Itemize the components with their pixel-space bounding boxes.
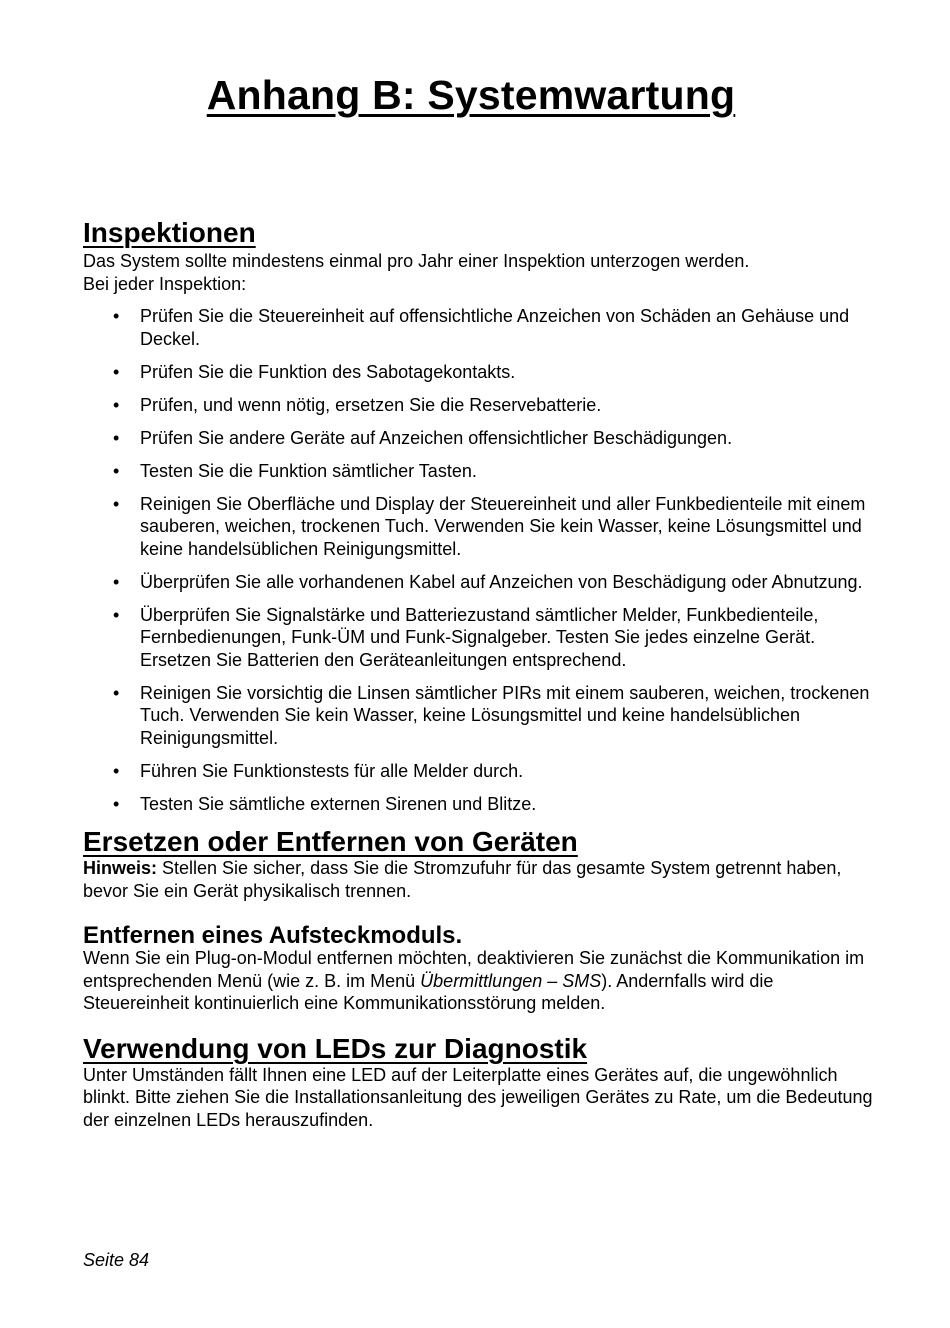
heading-leds: Verwendung von LEDs zur Diagnostik [83,1032,588,1064]
entfernen-text [83,947,873,1015]
list-item-text: Überprüfen Sie alle vorhandenen Kabel auf Anzeichen von Beschädigung oder Abnutzung. [140,571,863,592]
bullet-icon: • [113,571,120,592]
section-entfernen [83,921,873,1015]
heading-ersetzen: Ersetzen oder Entfernen von Geräten [83,826,578,857]
list-item-text: Prüfen Sie die Steuereinheit auf offensichtliche Anzeichen von Schäden an Gehäuse und Deckel. [140,306,850,349]
list-item [83,460,873,483]
section-leds [83,1031,873,1132]
list-item [83,793,873,816]
inspektionen-list [83,305,873,815]
heading-entfernen: Entfernen eines Aufsteckmoduls. [83,922,463,949]
list-item [83,682,873,750]
list-item [83,394,873,417]
page-number: Seite 84 [83,1250,150,1270]
list-item-text: Reinigen Sie vorsichtig die Linsen sämtlicher PIRs mit einem sauberen, weichen, trockenen Tuch. Verwenden Sie kein Wasser, keine Lösungsmittel und keine handelsüblichen Reinigungsmittel. [140,682,870,748]
list-item-text: Überprüfen Sie Signalstärke und Batteriezustand sämtlicher Melder, Funkbedienteile, Fernbedienungen, Funk-ÜM und Funk-Signalgeber. Testen Sie jedes einzelne Gerät. Ersetzen Sie Batterien den Geräteanleitungen entsprechend. [140,604,819,670]
bullet-icon: • [113,361,120,382]
bullet-icon: • [113,760,120,781]
list-item-text: Testen Sie sämtliche externen Sirenen und Blitze. [140,793,537,814]
bullet-icon: • [113,427,120,448]
page-content [83,215,873,1131]
list-item [83,760,873,783]
list-item [83,427,873,450]
entfernen-text-after: ). Andernfalls wird die Steuereinheit kontinuierlich eine Kommunikationsstörung melden. [83,970,774,1013]
bullet-icon: • [113,394,120,415]
section-ersetzen [83,824,873,902]
list-item [83,571,873,594]
list-item-text: Führen Sie Funktionstests für alle Melder durch. [140,760,524,781]
list-item [83,604,873,672]
list-item-text: Prüfen, und wenn nötig, ersetzen Sie die Reservebatterie. [140,394,602,415]
section-inspektionen [83,215,873,815]
list-item-text: Reinigen Sie Oberfläche und Display der Steuereinheit und aller Funkbedienteile mit einem sauberen, weichen, trockenen Tuch. Verwenden Sie kein Wasser, keine Lösungsmittel und keine handelsüblichen Reinigungsmittel. [140,493,866,559]
leds-text: Unter Umständen fällt Ihnen eine LED auf der Leiterplatte eines Gerätes auf, die ungewöhnlich blinkt. Bitte ziehen Sie die Installationsanleitung des jeweiligen Gerätes zu Rate, um die Bedeutung der einzelnen LEDs herauszufinden. [83,1064,873,1130]
bullet-icon: • [113,306,120,326]
heading-inspektionen: Inspektionen [83,217,256,248]
inspektionen-intro-line1: Das System sollte mindestens einmal pro Jahr einer Inspektion unterzogen werden. [83,251,750,271]
entfernen-text-before: Wenn Sie ein Plug-on-Modul entfernen möchten, deaktivieren Sie zunächst die Kommunikation im entsprechenden Menü (wie z. B. im Menü [83,948,865,991]
bullet-icon: • [113,604,120,625]
list-item-text: Prüfen Sie andere Geräte auf Anzeichen offensichtlicher Beschädigungen. [140,427,733,448]
bullet-icon: • [113,793,120,814]
list-item [83,305,873,350]
list-item-text: Prüfen Sie die Funktion des Sabotagekontakts. [140,361,516,382]
bullet-icon: • [113,493,120,514]
note-label: Hinweis: [83,858,158,878]
bullet-icon: • [113,460,120,481]
inspektionen-intro-line2: Bei jeder Inspektion: [83,273,247,294]
note-text: Stellen Sie sicher, dass Sie die Stromzufuhr für das gesamte System getrennt haben, bevor Sie ein Gerät physikalisch trennen. [83,858,842,901]
list-item [83,361,873,384]
list-item-text: Testen Sie die Funktion sämtlicher Tasten. [140,460,477,481]
bullet-icon: • [113,682,120,703]
menu-path: Übermittlungen – SMS [420,970,602,991]
page-title: Anhang B: Systemwartung [206,72,736,118]
list-item [83,493,873,561]
ersetzen-note [83,857,873,902]
